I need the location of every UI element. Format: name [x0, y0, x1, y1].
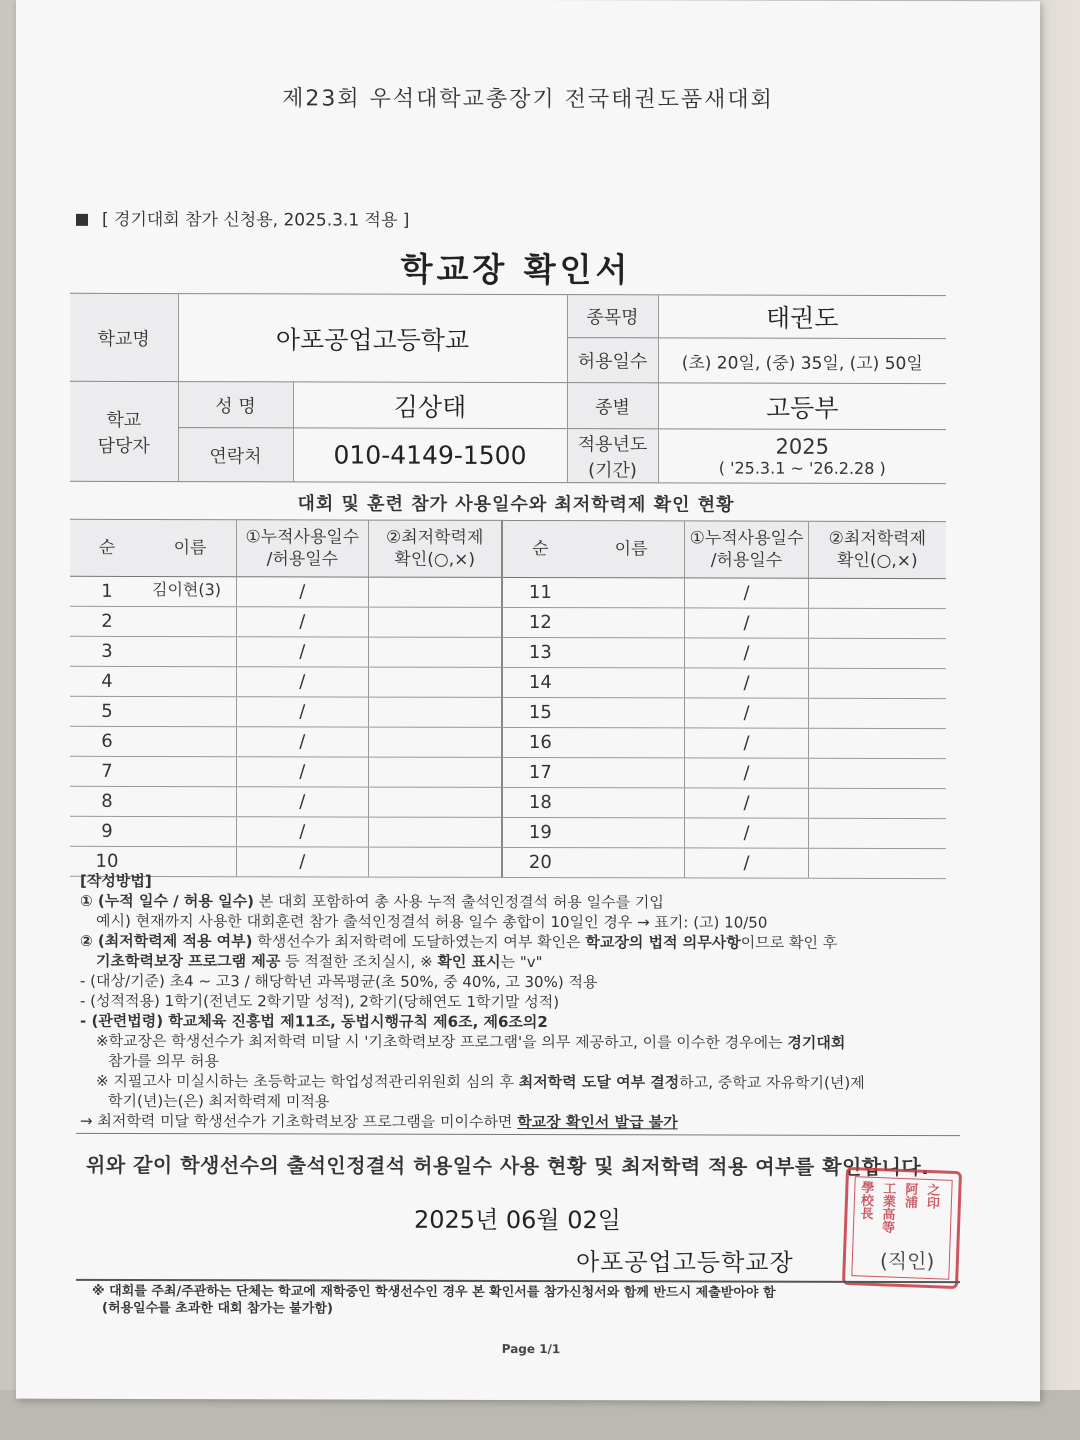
row-check	[368, 817, 502, 847]
row-number: 16	[502, 727, 578, 757]
row-number: 17	[502, 757, 578, 787]
info-table	[70, 293, 946, 484]
row-name	[144, 666, 237, 696]
row-days: /	[237, 817, 369, 847]
instructions-heading: [작성방법]	[80, 871, 152, 891]
row-days: /	[685, 668, 808, 698]
document-title: 학교장 확인서	[400, 249, 632, 290]
col-name: 이름	[144, 519, 237, 576]
row-number: 4	[70, 666, 144, 696]
instruction-line: → 최저학력 미달 학생선수가 기초학력보장 프로그램을 미이수하면 학교장 확인서 발급 불가	[80, 1111, 678, 1132]
contact-value: 010-4149-1500	[293, 428, 567, 483]
row-number: 1	[70, 576, 144, 606]
row-check	[808, 818, 946, 848]
row-days: /	[685, 698, 808, 728]
year-label: 적용년도 (기간)	[567, 429, 658, 483]
instruction-line: ※학교장은 학생선수가 최저학력 미달 시 '기초학력보장 프로그램'을 의무 제공하고, 이를 이수한 경우에는 경기대회	[96, 1031, 846, 1052]
principal-signature: 아포공업고등학교장	[576, 1248, 794, 1277]
row-days: /	[685, 638, 808, 668]
school-name: 아포공업고등학교	[178, 294, 567, 383]
row-name	[144, 756, 237, 786]
instruction-line: - (대상/기준) 초4 ~ 고3 / 해당학년 과목평균(초 50%, 중 40%, 고 30%) 적용	[80, 971, 598, 992]
row-days: /	[237, 787, 369, 817]
row-name	[144, 636, 237, 666]
row-days: /	[685, 848, 808, 878]
row-number: 20	[502, 847, 578, 877]
row-days: /	[237, 847, 369, 877]
official-seal-stamp: 學校長 工業高等 阿浦 之印	[842, 1167, 962, 1289]
instruction-line: ※ 지필고사 미실시하는 초등학교는 학업성적관리위원회 심의 후 최저학력 도달 여부 결정하고, 중학교 자유학기(년)제	[96, 1071, 865, 1092]
row-name	[578, 728, 685, 758]
section-title: 대회 및 훈련 참가 사용일수와 최저학력제 확인 현황	[297, 493, 735, 516]
row-check	[808, 668, 946, 698]
col-no: 순	[70, 519, 144, 576]
row-number: 8	[70, 786, 144, 816]
manager-label: 학교 담당자	[70, 381, 178, 481]
confirmation-statement: 위와 같이 학생선수의 출석인정결석 허용일수 사용 현황 및 최저학력 적용 여부를 확인합니다.	[86, 1152, 930, 1180]
row-name	[578, 818, 685, 848]
row-check	[368, 637, 502, 667]
row-name: 김이현(3)	[144, 576, 237, 606]
col-no-right: 순	[502, 520, 578, 577]
year-value: 2025 ( '25.3.1 ~ '26.2.28 )	[658, 429, 946, 484]
row-number: 10	[70, 846, 144, 876]
row-name	[144, 786, 237, 816]
divider	[76, 1133, 960, 1136]
table-row	[70, 696, 946, 728]
school-label: 학교명	[70, 293, 178, 381]
table-row	[70, 786, 946, 818]
col-check-right: ②최저학력제 확인(○,×)	[808, 521, 946, 578]
row-name	[144, 606, 237, 636]
issue-date: 2025년 06월 02일	[414, 1205, 621, 1235]
row-name	[144, 696, 237, 726]
contact-label: 연락처	[178, 428, 293, 482]
row-check	[368, 577, 502, 607]
footnote: ※ 대회를 주최/주관하는 단체는 학교에 재학중인 학생선수인 경우 본 확인서를 참가신청서와 함께 반드시 제출받아야 함 (허용일수를 초과한 대회 참가는 불가함)	[92, 1283, 776, 1317]
col-days-right: ①누적사용일수 /허용일수	[685, 521, 808, 578]
row-name	[144, 726, 237, 756]
row-check	[808, 578, 946, 608]
name-label: 성 명	[178, 382, 293, 428]
row-check	[808, 698, 946, 728]
row-number: 15	[502, 697, 578, 727]
row-days: /	[685, 728, 808, 758]
row-number: 3	[70, 636, 144, 666]
row-number: 18	[502, 787, 578, 817]
page-number: Page 1/1	[501, 1341, 561, 1357]
col-name-right: 이름	[578, 521, 685, 578]
row-number: 11	[502, 577, 578, 607]
row-name	[578, 758, 685, 788]
row-number: 14	[502, 667, 578, 697]
row-days: /	[685, 608, 808, 638]
instruction-line: 기초학력보장 프로그램 제공 등 적절한 조치실시, ※ 확인 표시는 "v"	[96, 951, 543, 972]
row-number: 7	[70, 756, 144, 786]
row-name	[578, 788, 685, 818]
allowed-days-value: (초) 20일, (중) 35일, (고) 50일	[658, 338, 946, 384]
document-page	[16, 0, 1040, 1401]
table-row	[70, 756, 946, 788]
table-row	[70, 666, 946, 698]
row-days: /	[237, 637, 369, 667]
table-row	[70, 606, 946, 638]
row-days: /	[237, 577, 369, 607]
row-name	[578, 668, 685, 698]
instruction-line: - (성적적용) 1학기(전년도 2학기말 성적), 2학기(당해연도 1학기말 성적)	[80, 991, 560, 1012]
row-days: /	[685, 578, 808, 608]
row-number: 12	[502, 607, 578, 637]
table-header-row	[70, 519, 946, 578]
row-check	[368, 607, 502, 637]
row-name	[144, 816, 237, 846]
row-check	[368, 787, 502, 817]
instruction-line: ② (최저학력제 적용 여부) 학생선수가 최저학력에 도달하였는지 여부 확인은 학교장의 법적 의무사항이므로 확인 후	[80, 931, 838, 952]
instruction-line: 참가를 의무 허용	[108, 1051, 219, 1071]
division-label: 종별	[567, 383, 658, 429]
col-check: ②최저학력제 확인(○,×)	[368, 520, 502, 577]
instruction-line: ① (누적 일수 / 허용 일수) 본 대회 포함하여 총 사용 누적 출석인정결석 허용 일수를 기입	[80, 891, 664, 912]
instruction-line: 학기(년)는(은) 최저학력제 미적용	[108, 1091, 330, 1111]
allowed-days-label: 허용일수	[567, 338, 658, 383]
row-number: 6	[70, 726, 144, 756]
row-number: 9	[70, 816, 144, 846]
row-days: /	[237, 757, 369, 787]
table-row	[70, 726, 946, 758]
row-number: 5	[70, 696, 144, 726]
competition-title: 제23회 우석대학교총장기 전국태권도품새대회	[282, 86, 774, 113]
row-check	[808, 758, 946, 788]
row-name	[578, 698, 685, 728]
square-bullet-icon	[76, 214, 88, 226]
manager-name: 김상태	[293, 382, 567, 429]
row-check	[808, 638, 946, 668]
instruction-line: - (관련법령) 학교체육 진흥법 제11조, 동법시행규칙 제6조, 제6조의2	[80, 1011, 548, 1032]
row-number: 13	[502, 637, 578, 667]
row-check	[808, 788, 946, 818]
event-value: 태권도	[658, 295, 946, 339]
row-days: /	[237, 667, 369, 697]
instructions	[80, 871, 960, 1133]
row-check	[368, 727, 502, 757]
table-row	[70, 576, 946, 608]
row-name	[578, 638, 685, 668]
event-label: 종목명	[567, 295, 658, 338]
row-check	[368, 667, 502, 697]
usage-table	[70, 519, 946, 879]
row-days: /	[237, 727, 369, 757]
seal-mark: (직인)	[880, 1248, 935, 1274]
row-name	[578, 578, 685, 608]
row-days: /	[685, 788, 808, 818]
row-days: /	[237, 697, 369, 727]
row-name	[578, 608, 685, 638]
col-days: ①누적사용일수 /허용일수	[237, 520, 369, 577]
row-number: 19	[502, 817, 578, 847]
row-number: 2	[70, 606, 144, 636]
row-check	[368, 757, 502, 787]
row-check	[808, 608, 946, 638]
row-days: /	[237, 607, 369, 637]
instruction-line: 예시) 현재까지 사용한 대회훈련 참가 출석인정결석 허용 일수 총합이 10일인 경우 → 표기: (고) 10/50	[96, 911, 768, 932]
division-value: 고등부	[658, 383, 946, 430]
row-days: /	[685, 818, 808, 848]
row-check	[808, 728, 946, 758]
form-note: [ 경기대회 참가 신청용, 2025.3.1 적용 ]	[76, 205, 409, 231]
row-days: /	[685, 758, 808, 788]
table-row	[70, 636, 946, 668]
row-check	[368, 697, 502, 727]
table-row	[70, 816, 946, 848]
